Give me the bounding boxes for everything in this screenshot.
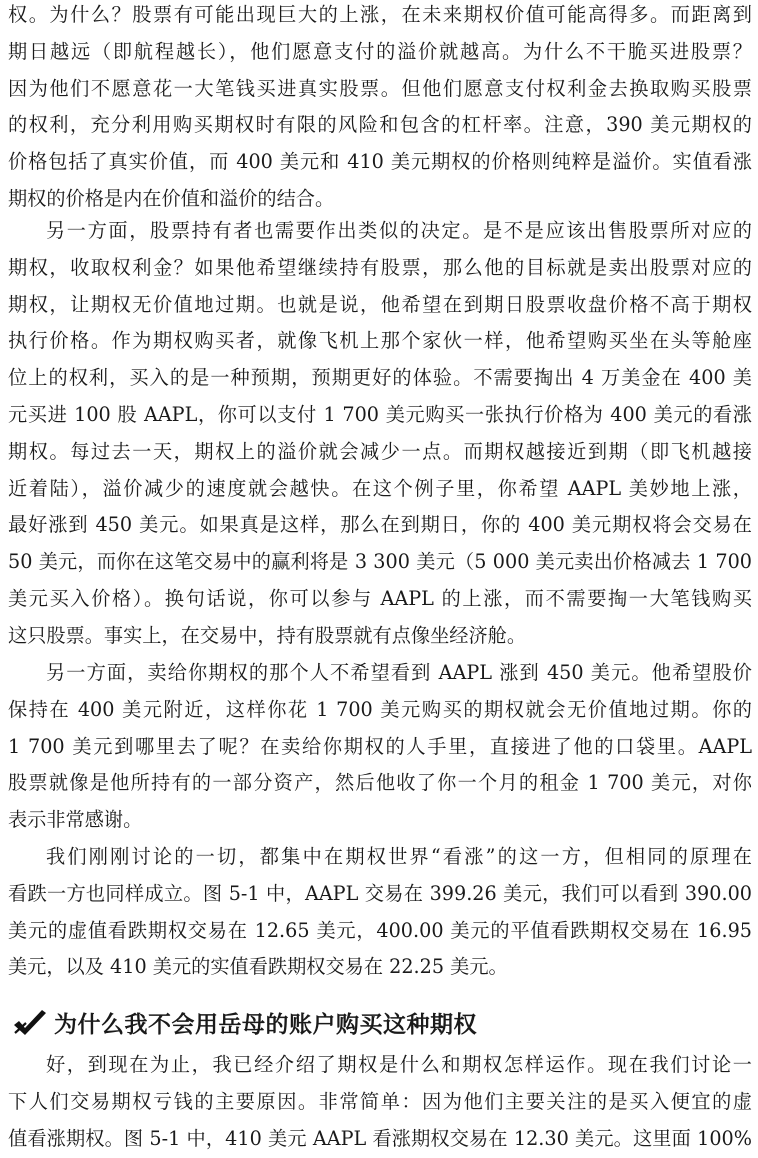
paragraph-3 — [8, 655, 752, 839]
paragraph-line: 股票就像是他所持有的一部分资产，然后他收了你一个月的租金 1 700 美元，对你 — [8, 771, 752, 795]
paragraph-line: 美元的虚值看跌期权交易在 12.65 美元，400.00 美元的平值看跌期权交易在 16.95 — [8, 918, 752, 942]
paragraph-line: 近着陆），溢价减少的速度就会越快。在这个例子里，你希望 AAPL 美妙地上涨， — [8, 476, 752, 500]
paragraph-line: 权。为什么？股票有可能出现巨大的上涨，在未来期权价值可能高得多。而距离到 — [8, 3, 752, 26]
paragraph-line: 位上的权利，买入的是一种预期，预期更好的体验。不需要掏出 4 万美金在 400 美 — [8, 366, 752, 390]
paragraph-line: 另一方面，股票持有者也需要作出类似的决定。是不是应该出售股票所对应的 — [46, 219, 752, 242]
paragraph-line: 1 700 美元到哪里去了呢？在卖给你期权的人手里，直接进了他的口袋里。AAPL — [8, 734, 752, 758]
paragraph-line: 元买进 100 股 AAPL，你可以支付 1 700 美元购买一张执行价格为 400 美元的看涨 — [8, 402, 752, 426]
paragraph-line: 美元买入价格）。换句话说，你可以参与 AAPL 的上涨，而不需要掏一大笔钱购买 — [8, 586, 752, 610]
paragraph-line: 最好涨到 450 美元。如果真是这样，那么在到期日，你的 400 美元期权将会交易在 — [8, 513, 752, 537]
paragraph-line: 因为他们不愿意花一大笔钱买进真实股票。但他们愿意支付权利金去换取购买股票 — [8, 76, 752, 100]
paragraph-line: 的权利，充分利用购买期权时有限的风险和包含的杠杆率。注意，390 美元期权的 — [8, 113, 752, 137]
paragraph-line: 期日越远（即航程越长），他们愿意支付的溢价就越高。为什么不干脆买进股票？ — [8, 39, 752, 63]
paragraph-line: 保持在 400 美元附近，这样你花 1 700 美元购买的期权就会无价值地过期。你的 — [8, 697, 752, 721]
paragraph-line: 看跌一方也同样成立。图 5-1 中，AAPL 交易在 399.26 美元，我们可以看到 390.00 — [8, 881, 752, 905]
checkmark-icon — [12, 1007, 48, 1037]
paragraph-line: 价格包括了真实价值，而 400 美元和 410 美元期权的价格则纯粹是溢价。实值看涨 — [8, 150, 752, 174]
paragraph-line: 我们刚刚讨论的一切，都集中在期权世界“看涨”的这一方，但相同的原理在 — [46, 845, 752, 868]
paragraph-line: 另一方面，卖给你期权的那个人不希望看到 AAPL 涨到 450 美元。他希望股价 — [46, 661, 752, 684]
paragraph-4 — [8, 839, 752, 986]
paragraph-line: 期权，收取权利金？如果他希望继续持有股票，那么他的目标就是卖出股票对应的 — [8, 255, 752, 279]
paragraph-line: 美元，以及 410 美元的实值看跌期权交易在 22.25 美元。 — [8, 955, 508, 979]
paragraph-line: 好，到现在为止，我已经介绍了期权是什么和期权怎样运作。现在我们讨论一 — [46, 1053, 752, 1076]
paragraph-2 — [8, 213, 752, 655]
paragraph-line: 期权的价格是内在价值和溢价的结合。 — [8, 186, 335, 210]
paragraph-line: 值看涨期权。图 5-1 中，410 美元 AAPL 看涨期权交易在 12.30 美元。这里面 100% — [8, 1126, 752, 1150]
section-title: 为什么我不会用岳母的账户购买这种期权 — [54, 1011, 477, 1038]
paragraph-line: 执行价格。作为期权购买者，就像飞机上那个家伙一样，他希望购买坐在头等舱座 — [8, 329, 752, 353]
section-heading — [12, 1000, 477, 1044]
paragraph-line: 50 美元，而你在这笔交易中的赢利将是 3 300 美元（5 000 美元卖出价格减去 1 700 — [8, 550, 752, 574]
paragraph-5 — [8, 1047, 752, 1157]
paragraph-line: 期权。每过去一天，期权上的溢价就会减少一点。而期权越接近到期（即飞机越接 — [8, 439, 752, 463]
paragraph-line: 这只股票。事实上，在交易中，持有股票就有点像坐经济舱。 — [8, 623, 527, 647]
paragraph-line: 期权，让期权无价值地过期。也就是说，他希望在到期日股票收盘价格不高于期权 — [8, 292, 752, 316]
paragraph-line: 下人们交易期权亏钱的主要原因。非常简单：因为他们主要关注的是买入便宜的虚 — [8, 1089, 752, 1113]
paragraph-1 — [8, 0, 752, 218]
paragraph-line: 表示非常感谢。 — [8, 808, 143, 832]
